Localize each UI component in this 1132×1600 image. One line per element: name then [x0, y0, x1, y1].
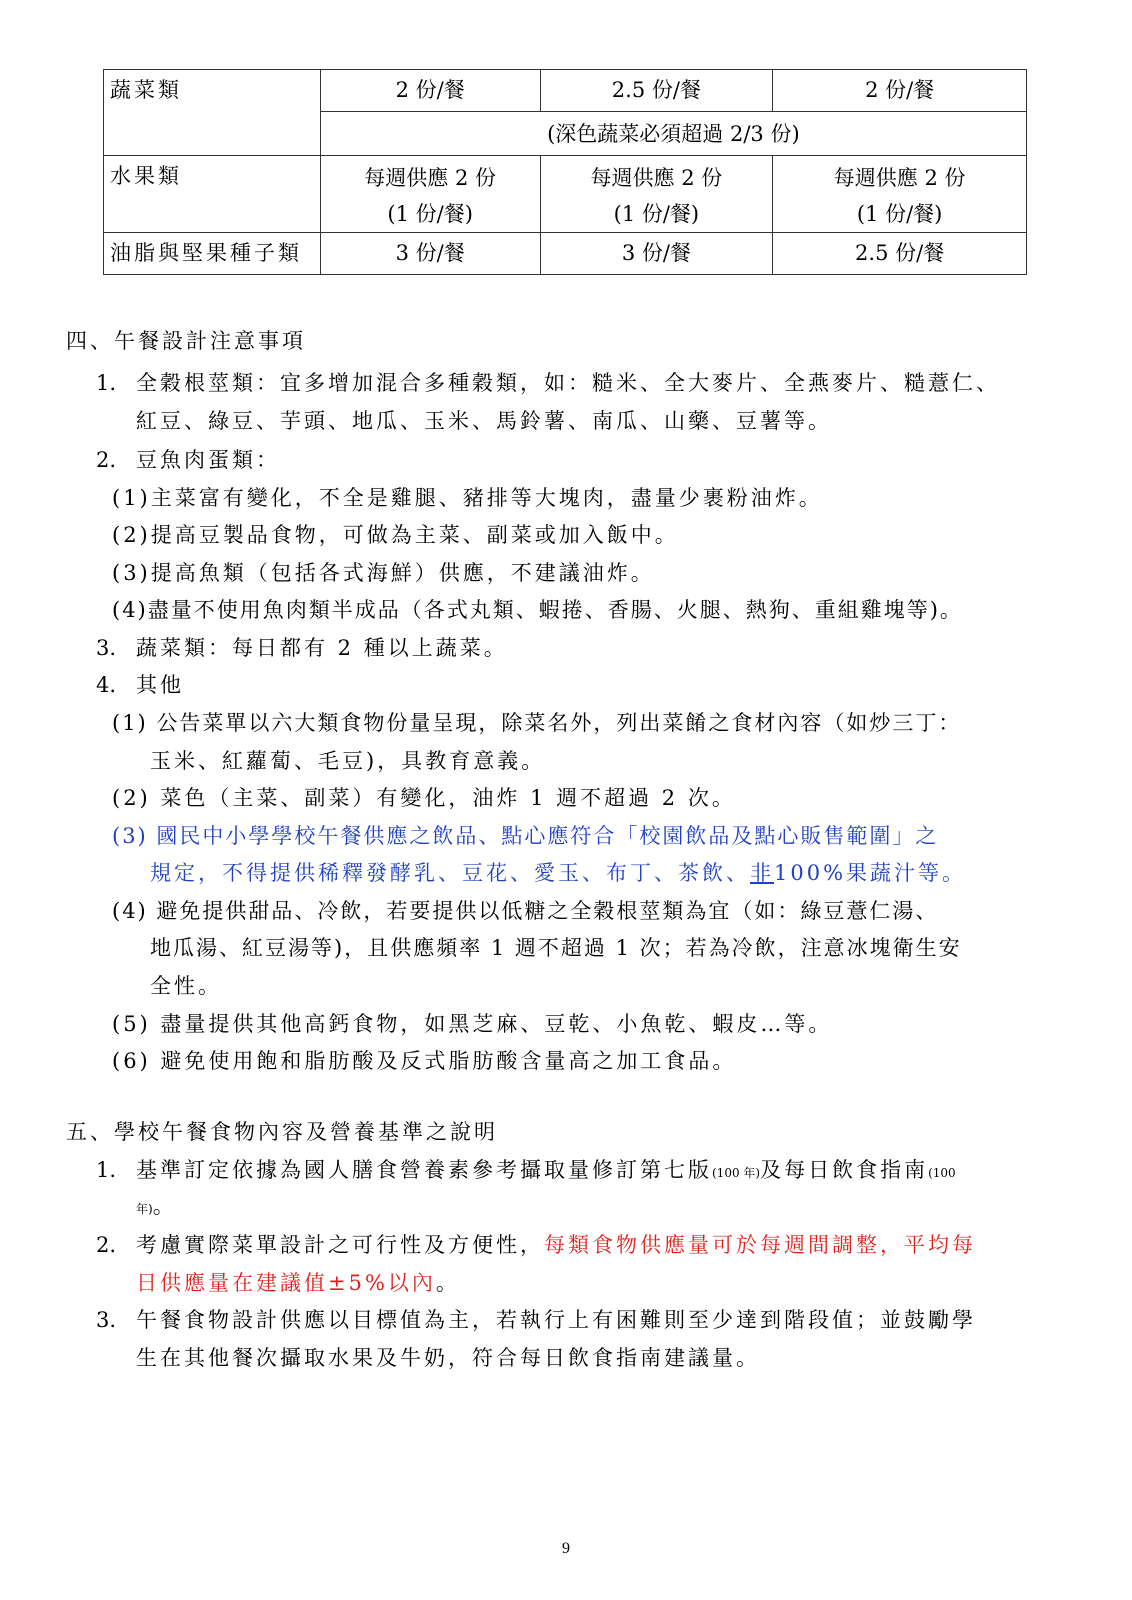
sub-item: (2)提高豆製品食物，可做為主菜、副菜或加入飯中。: [112, 523, 679, 547]
small-note: (100 年): [712, 1166, 761, 1180]
sub-item: (5) 盡量提供其他高鈣食物，如黑芝麻、豆乾、小魚乾、蝦皮…等。: [112, 1012, 833, 1036]
sub-item: (4) 避免提供甜品、冷飲，若要提供以低糖之全穀根莖類為宜（如：綠豆薏仁湯、: [112, 899, 939, 923]
text-span: 100%果蔬汁等。: [774, 861, 967, 885]
small-note: (100: [928, 1166, 956, 1180]
page-number: 9: [562, 1540, 570, 1557]
table-cell: [540, 156, 773, 233]
table-cell: [320, 156, 540, 233]
item-text: 其他: [136, 673, 184, 697]
cell-line: 每週供應 2 份: [833, 166, 966, 190]
item-number: 3.: [96, 1308, 117, 1332]
food-portion-table: [103, 69, 1027, 275]
sub-item-highlighted: (3) 國民中小學學校午餐供應之飲品、點心應符合「校園飲品及點心販售範圍」之: [112, 824, 939, 848]
vegetable-note: (深色蔬菜必須超過 2/3 份): [320, 112, 1026, 156]
sub-item: (1)主菜富有變化，不全是雞腿、豬排等大塊肉，盡量少裹粉油炸。: [112, 486, 823, 510]
list-item: [96, 1226, 976, 1264]
item-continuation: 生在其他餐次攝取水果及牛奶，符合每日飲食指南建議量。: [136, 1346, 760, 1370]
sub-item: (1) 公告菜單以六大類食物份量呈現，除菜名外，列出菜餚之食材內容（如炒三丁：: [112, 711, 962, 735]
item-continuation: 紅豆、綠豆、芋頭、地瓜、玉米、馬鈴薯、南瓜、山藥、豆薯等。: [136, 409, 832, 433]
highlighted-text: 每類食物供應量可於每週間調整，平均每: [544, 1233, 976, 1257]
sub-item: (2) 菜色（主菜、副菜）有變化，油炸 1 週不超過 2 次。: [112, 786, 736, 810]
sub-item: (6) 避免使用飽和脂肪酸及反式脂肪酸含量高之加工食品。: [112, 1049, 737, 1073]
table-cell: 2.5 份/餐: [540, 70, 773, 112]
highlighted-text: 日供應量在建議值±5%以內: [136, 1271, 436, 1295]
list-item: [96, 441, 280, 479]
table-cell: 3 份/餐: [540, 233, 773, 275]
item-number: 4.: [96, 673, 117, 697]
table-cell: 2 份/餐: [320, 70, 540, 112]
item-text: 全穀根莖類：宜多增加混合多種穀類，如：糙米、全大麥片、全燕麥片、糙薏仁、: [136, 371, 1000, 395]
cell-line: 每週供應 2 份: [590, 166, 723, 190]
cell-line: 每週供應 2 份: [364, 166, 496, 190]
table-row: [104, 233, 1027, 275]
sub-item: (4)盡量不使用魚肉類半成品（各式丸類、蝦捲、香腸、火腿、熱狗、重組雞塊等)。: [112, 598, 963, 622]
item-text: 午餐食物設計供應以目標值為主，若執行上有困難則至少達到階段值；並鼓勵學: [136, 1308, 976, 1332]
list-item: [96, 364, 1000, 402]
item-number: 2.: [96, 1233, 117, 1257]
item-continuation: 全性。: [150, 974, 222, 998]
table-cell: 2 份/餐: [773, 70, 1027, 112]
small-note: 年): [136, 1202, 153, 1216]
list-item: [96, 629, 508, 667]
item-number: 1.: [96, 1158, 117, 1182]
item-continuation: [136, 1187, 177, 1228]
item-continuation-highlighted: [150, 854, 966, 892]
item-text: 考慮實際菜單設計之可行性及方便性，: [136, 1233, 544, 1257]
section-4-heading: 四、午餐設計注意事項: [66, 329, 306, 353]
cell-line: (1 份/餐): [613, 202, 700, 226]
text-span: 規定，不得提供稀釋發酵乳、豆花、愛玉、布丁、茶飲、: [150, 861, 750, 885]
section-5-heading: 五、學校午餐食物內容及營養基準之說明: [66, 1120, 498, 1144]
table-cell: 3 份/餐: [320, 233, 540, 275]
item-text: 蔬菜類：每日都有 2 種以上蔬菜。: [136, 636, 508, 660]
item-text: 。: [435, 1271, 460, 1295]
row-label-vegetables: 蔬菜類: [104, 70, 321, 156]
table-cell: [773, 156, 1027, 233]
list-item: [96, 666, 184, 704]
table-row: [104, 156, 1027, 233]
sub-item: (3)提高魚類（包括各式海鮮）供應，不建議油炸。: [112, 561, 655, 585]
item-continuation: 地瓜湯、紅豆湯等)，且供應頻率 1 週不超過 1 次；若為冷飲，注意冰塊衛生安: [150, 936, 962, 960]
item-continuation: 玉米、紅蘿蔔、毛豆)，具教育意義。: [150, 749, 546, 773]
item-continuation: [136, 1264, 460, 1302]
item-number: 3.: [96, 636, 117, 660]
row-label-oils-nuts: 油脂與堅果種子類: [104, 233, 321, 275]
item-text: 及每日飲食指南: [760, 1158, 929, 1182]
list-item: [96, 1151, 956, 1192]
item-number: 1.: [96, 371, 117, 395]
cell-line: (1 份/餐): [856, 202, 943, 226]
table-row: [104, 70, 1027, 112]
item-text: 基準訂定依據為國人膳食營養素參考攝取量修訂第七版: [136, 1158, 712, 1182]
list-item: [96, 1301, 976, 1339]
cell-line: (1 份/餐): [387, 202, 473, 226]
row-label-fruits: 水果類: [104, 156, 321, 233]
item-text: 豆魚肉蛋類：: [136, 448, 280, 472]
table-cell: 2.5 份/餐: [773, 233, 1027, 275]
item-number: 2.: [96, 448, 117, 472]
item-text: 。: [152, 1194, 177, 1218]
underlined-text: 非: [750, 861, 774, 885]
